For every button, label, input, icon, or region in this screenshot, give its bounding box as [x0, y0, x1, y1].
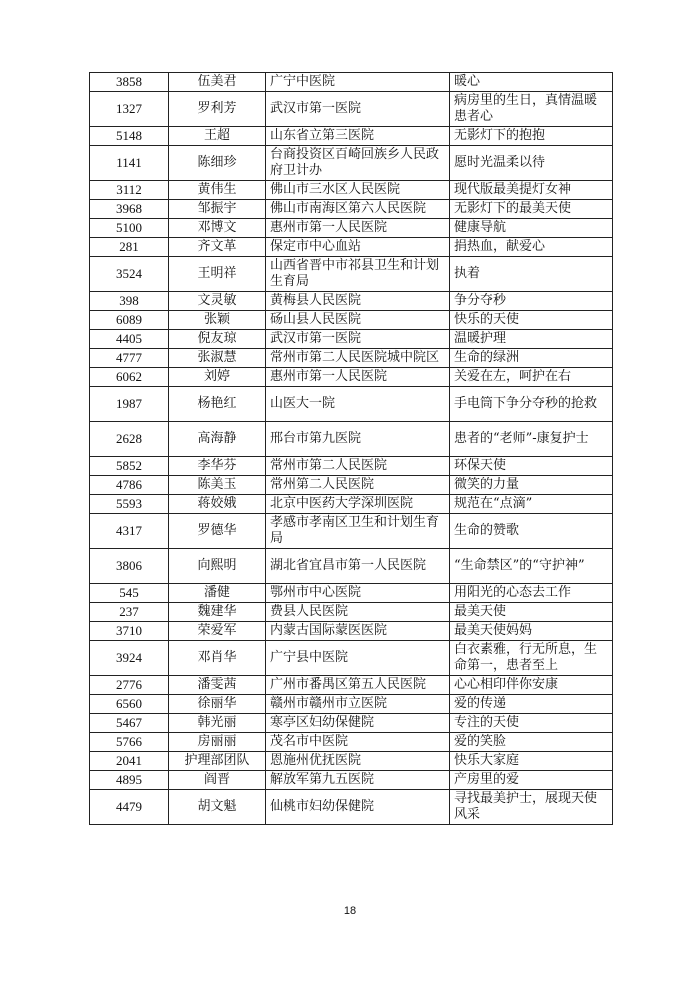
table-row: [90, 311, 613, 330]
organization-cell: 恩施州优抚医院: [266, 752, 450, 771]
entry-id-cell: 4786: [90, 476, 169, 495]
table-row: [90, 622, 613, 641]
person-name-cell: 魏建华: [169, 603, 266, 622]
table-row: [90, 733, 613, 752]
entry-id-cell: 1141: [90, 146, 169, 181]
table-row: [90, 457, 613, 476]
table-row: [90, 771, 613, 790]
person-name-cell: 房丽丽: [169, 733, 266, 752]
entry-title-cell: 关爱在左，呵护在右: [450, 368, 613, 387]
organization-cell: 广宁县中医院: [266, 641, 450, 676]
person-name-cell: 邓肖华: [169, 641, 266, 676]
organization-cell: 邢台市第九医院: [266, 422, 450, 457]
table-row: [90, 695, 613, 714]
entry-id-cell: 3858: [90, 73, 169, 92]
organization-cell: 黄梅县人民医院: [266, 292, 450, 311]
person-name-cell: 倪友琼: [169, 330, 266, 349]
entry-id-cell: 3968: [90, 200, 169, 219]
person-name-cell: 潘健: [169, 584, 266, 603]
entry-title-cell: 最美天使: [450, 603, 613, 622]
person-name-cell: 护理部团队: [169, 752, 266, 771]
table-row: [90, 292, 613, 311]
entry-id-cell: 1327: [90, 92, 169, 127]
table-row: [90, 349, 613, 368]
table-row: [90, 238, 613, 257]
entry-title-cell: 用阳光的心态去工作: [450, 584, 613, 603]
entry-id-cell: 5593: [90, 495, 169, 514]
table-row: [90, 790, 613, 825]
organization-cell: 仙桃市妇幼保健院: [266, 790, 450, 825]
entry-id-cell: 4777: [90, 349, 169, 368]
table-row: [90, 73, 613, 92]
entry-id-cell: 4317: [90, 514, 169, 549]
entry-title-cell: 规范在“点滴”: [450, 495, 613, 514]
entry-title-cell: 专注的天使: [450, 714, 613, 733]
person-name-cell: 文灵敏: [169, 292, 266, 311]
person-name-cell: 荣爱军: [169, 622, 266, 641]
table-row: [90, 584, 613, 603]
entry-title-cell: 无影灯下的最美天使: [450, 200, 613, 219]
table-row: [90, 200, 613, 219]
entry-id-cell: 545: [90, 584, 169, 603]
organization-cell: 武汉市第一医院: [266, 330, 450, 349]
person-name-cell: 胡文魁: [169, 790, 266, 825]
entry-id-cell: 5100: [90, 219, 169, 238]
entry-title-cell: 寻找最美护士，展现天使风采: [450, 790, 613, 825]
entry-id-cell: 398: [90, 292, 169, 311]
organization-cell: 常州市第二人民医院: [266, 457, 450, 476]
entry-title-cell: 快乐大家庭: [450, 752, 613, 771]
table-row: [90, 752, 613, 771]
organization-cell: 台商投资区百崎回族乡人民政府卫计办: [266, 146, 450, 181]
organization-cell: 湖北省宜昌市第一人民医院: [266, 549, 450, 584]
entry-id-cell: 5148: [90, 127, 169, 146]
entry-title-cell: 健康导航: [450, 219, 613, 238]
table-row: [90, 387, 613, 422]
entry-id-cell: 3806: [90, 549, 169, 584]
organization-cell: 惠州市第一人民医院: [266, 219, 450, 238]
person-name-cell: 齐文革: [169, 238, 266, 257]
entry-id-cell: 6089: [90, 311, 169, 330]
table-row: [90, 127, 613, 146]
entry-title-cell: 患者的“老师”-康复护士: [450, 422, 613, 457]
person-name-cell: 王明祥: [169, 257, 266, 292]
entry-title-cell: 执着: [450, 257, 613, 292]
organization-cell: 常州市第二人民医院城中院区: [266, 349, 450, 368]
organization-cell: 孝感市孝南区卫生和计划生育局: [266, 514, 450, 549]
person-name-cell: 伍美君: [169, 73, 266, 92]
person-name-cell: 李华芬: [169, 457, 266, 476]
entry-title-cell: 捐热血，献爱心: [450, 238, 613, 257]
person-name-cell: 陈细珍: [169, 146, 266, 181]
entry-title-cell: 病房里的生日，真情温暖患者心: [450, 92, 613, 127]
entry-id-cell: 6560: [90, 695, 169, 714]
entry-title-cell: “生命禁区”的“守护神”: [450, 549, 613, 584]
organization-cell: 佛山市南海区第六人民医院: [266, 200, 450, 219]
entry-title-cell: 爱的传递: [450, 695, 613, 714]
table-row: [90, 422, 613, 457]
entry-id-cell: 5467: [90, 714, 169, 733]
organization-cell: 赣州市赣州市立医院: [266, 695, 450, 714]
person-name-cell: 罗利芳: [169, 92, 266, 127]
person-name-cell: 徐丽华: [169, 695, 266, 714]
table-row: [90, 676, 613, 695]
entry-title-cell: 爱的笑脸: [450, 733, 613, 752]
person-name-cell: 潘雯茜: [169, 676, 266, 695]
entry-title-cell: 白衣素雅，行无所息，生命第一，患者至上: [450, 641, 613, 676]
person-name-cell: 韩光丽: [169, 714, 266, 733]
entry-id-cell: 3924: [90, 641, 169, 676]
entry-title-cell: 暖心: [450, 73, 613, 92]
table-row: [90, 603, 613, 622]
entry-title-cell: 最美天使妈妈: [450, 622, 613, 641]
table-row: [90, 330, 613, 349]
table-row: [90, 181, 613, 200]
organization-cell: 砀山县人民医院: [266, 311, 450, 330]
table-row: [90, 476, 613, 495]
person-name-cell: 邹振宇: [169, 200, 266, 219]
organization-cell: 费县人民医院: [266, 603, 450, 622]
entry-id-cell: 5852: [90, 457, 169, 476]
table-row: [90, 257, 613, 292]
entry-id-cell: 1987: [90, 387, 169, 422]
table-row: [90, 92, 613, 127]
entry-title-cell: 生命的赞歌: [450, 514, 613, 549]
entry-title-cell: 环保天使: [450, 457, 613, 476]
entry-title-cell: 温暖护理: [450, 330, 613, 349]
organization-cell: 惠州市第一人民医院: [266, 368, 450, 387]
organization-cell: 山东省立第三医院: [266, 127, 450, 146]
organization-cell: 武汉市第一医院: [266, 92, 450, 127]
entry-title-cell: 现代版最美提灯女神: [450, 181, 613, 200]
person-name-cell: 陈美玉: [169, 476, 266, 495]
table-row: [90, 514, 613, 549]
organization-cell: 解放军第九五医院: [266, 771, 450, 790]
person-name-cell: 杨艳红: [169, 387, 266, 422]
table-row: [90, 146, 613, 181]
organization-cell: 北京中医药大学深圳医院: [266, 495, 450, 514]
nurse-roster-table: [89, 72, 613, 825]
person-name-cell: 黄伟生: [169, 181, 266, 200]
entry-id-cell: 2776: [90, 676, 169, 695]
organization-cell: 广宁中医院: [266, 73, 450, 92]
person-name-cell: 向熙明: [169, 549, 266, 584]
table-row: [90, 495, 613, 514]
entry-title-cell: 产房里的爱: [450, 771, 613, 790]
person-name-cell: 张淑慧: [169, 349, 266, 368]
entry-id-cell: 3524: [90, 257, 169, 292]
entry-id-cell: 2041: [90, 752, 169, 771]
entry-id-cell: 2628: [90, 422, 169, 457]
entry-id-cell: 4405: [90, 330, 169, 349]
organization-cell: 山西省晋中市祁县卫生和计划生育局: [266, 257, 450, 292]
organization-cell: 茂名市中医院: [266, 733, 450, 752]
organization-cell: 常州第二人民医院: [266, 476, 450, 495]
entry-title-cell: 微笑的力量: [450, 476, 613, 495]
entry-id-cell: 281: [90, 238, 169, 257]
organization-cell: 广州市番禺区第五人民医院: [266, 676, 450, 695]
table-row: [90, 219, 613, 238]
person-name-cell: 王超: [169, 127, 266, 146]
entry-title-cell: 心心相印伴你安康: [450, 676, 613, 695]
table-row: [90, 641, 613, 676]
organization-cell: 佛山市三水区人民医院: [266, 181, 450, 200]
organization-cell: 保定市中心血站: [266, 238, 450, 257]
person-name-cell: 刘婷: [169, 368, 266, 387]
person-name-cell: 张颖: [169, 311, 266, 330]
entry-title-cell: 争分夺秒: [450, 292, 613, 311]
person-name-cell: 高海静: [169, 422, 266, 457]
person-name-cell: 邓博文: [169, 219, 266, 238]
page-number: 18: [343, 905, 357, 917]
person-name-cell: 阎晋: [169, 771, 266, 790]
table-row: [90, 714, 613, 733]
roster-table-body: [90, 73, 613, 825]
table-row: [90, 549, 613, 584]
entry-id-cell: 4479: [90, 790, 169, 825]
organization-cell: 山医大一院: [266, 387, 450, 422]
entry-title-cell: 快乐的天使: [450, 311, 613, 330]
entry-title-cell: 无影灯下的抱抱: [450, 127, 613, 146]
person-name-cell: 罗德华: [169, 514, 266, 549]
entry-id-cell: 6062: [90, 368, 169, 387]
entry-id-cell: 5766: [90, 733, 169, 752]
entry-id-cell: 237: [90, 603, 169, 622]
entry-title-cell: 手电筒下争分夺秒的抢救: [450, 387, 613, 422]
organization-cell: 内蒙古国际蒙医医院: [266, 622, 450, 641]
person-name-cell: 蒋姣娥: [169, 495, 266, 514]
table-row: [90, 368, 613, 387]
entry-title-cell: 愿时光温柔以待: [450, 146, 613, 181]
entry-id-cell: 3112: [90, 181, 169, 200]
organization-cell: 寒亭区妇幼保健院: [266, 714, 450, 733]
entry-title-cell: 生命的绿洲: [450, 349, 613, 368]
organization-cell: 鄂州市中心医院: [266, 584, 450, 603]
entry-id-cell: 3710: [90, 622, 169, 641]
entry-id-cell: 4895: [90, 771, 169, 790]
